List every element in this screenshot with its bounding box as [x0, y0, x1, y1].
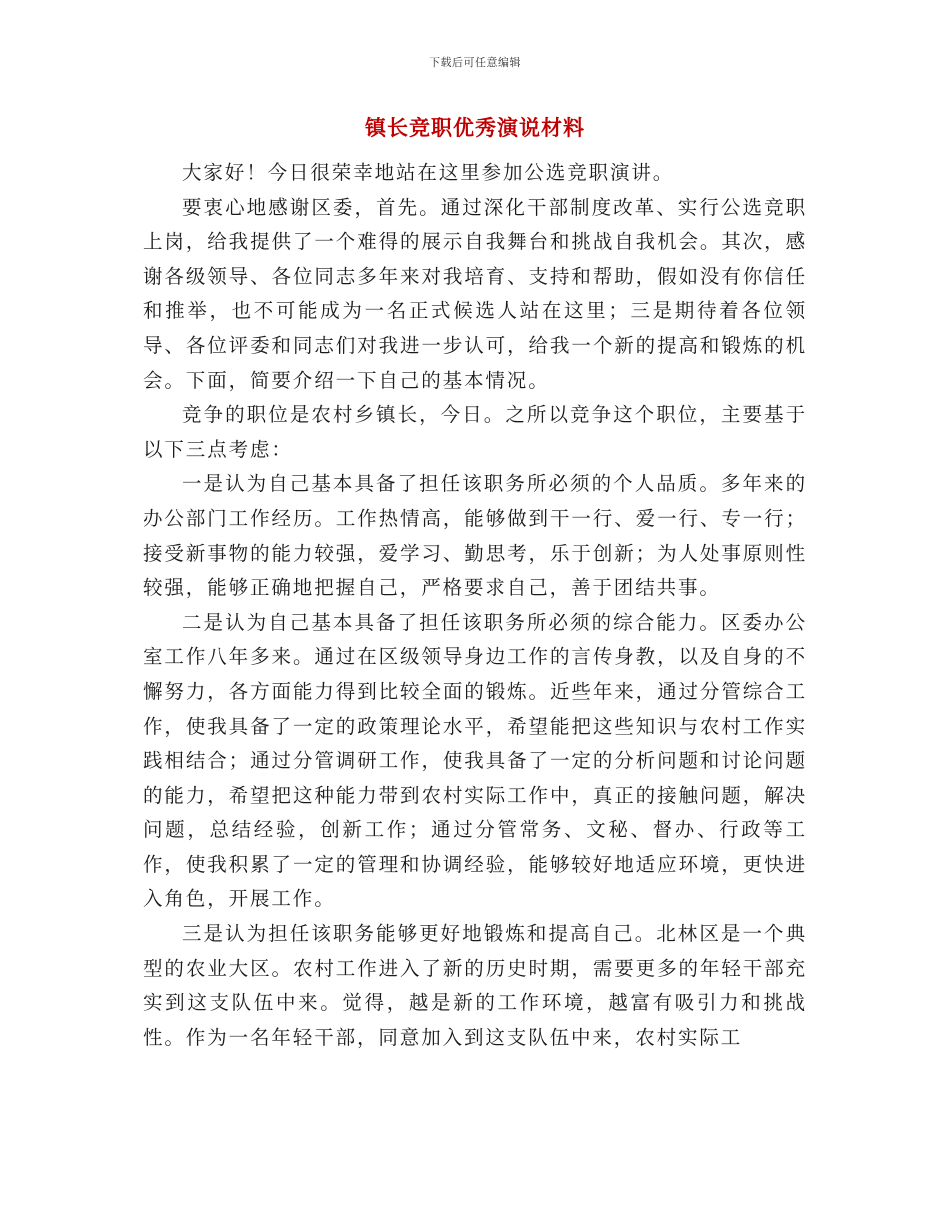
- paragraph-reason-one: 一是认为自己基本具备了担任该职务所必须的个人品质。多年来的办公部门工作经历。工作热情高，能够做到干一行、爱一行、专一行；接受新事物的能力较强，爱学习、勤思考，乐于创新；为人处事原则性较强，能够正确地把握自己，严格要求自己，善于团结共事。: [143, 472, 807, 600]
- paragraph-reason-three: 三是认为担任该职务能够更好地锻炼和提高自己。北林区是一个典型的农业大区。农村工作进入了新的历史时期，需要更多的年轻干部充实到这支队伍中来。觉得，越是新的工作环境，越富有吸引力和挑战性。作为一名年轻干部，同意加入到这支队伍中来，农村实际工: [143, 922, 807, 1049]
- document-title: 镇长竞职优秀演说材料: [365, 115, 585, 140]
- paragraph-greeting: 大家好！今日很荣幸地站在这里参加公选竞职演讲。: [182, 161, 675, 184]
- paragraph-reason-two: 二是认为自己基本具备了担任该职务所必须的综合能力。区委办公室工作八年多来。通过在区级领导身边工作的言传身教，以及自身的不懈努力，各方面能力得到比较全面的锻炼。近些年来，通过分管综合工作，使我具备了一定的政策理论水平，希望能把这些知识与农村工作实践相结合；通过分管调研工作，使我具备了一定的分析问题和讨论问题的能力，希望把这种能力带到农村实际工作中，真正的接触问题，解决问题，总结经验，创新工作；通过分管常务、文秘、督办、行政等工作，使我积累了一定的管理和协调经验，能够较好地适应环境，更快进入角色，开展工作。: [143, 610, 807, 911]
- document-body: [143, 156, 807, 1055]
- paragraph-thanks: 要衷心地感谢区委，首先。通过深化干部制度改革、实行公选竞职上岗，给我提供了一个难得的展示自我舞台和挑战自我机会。其次，感谢各级领导、各位同志多年来对我培育、支持和帮助，假如没有你信任和推举，也不可能成为一名正式候选人站在这里；三是期待着各位领导、各位评委和同志们对我进一步认可，给我一个新的提高和锻炼的机会。下面，简要介绍一下自己的基本情况。: [143, 195, 807, 392]
- paragraph-position: 竞争的职位是农村乡镇长，今日。之所以竞争这个职位，主要基于以下三点考虑：: [143, 403, 807, 461]
- header-note: 下载后可任意编辑: [429, 56, 521, 69]
